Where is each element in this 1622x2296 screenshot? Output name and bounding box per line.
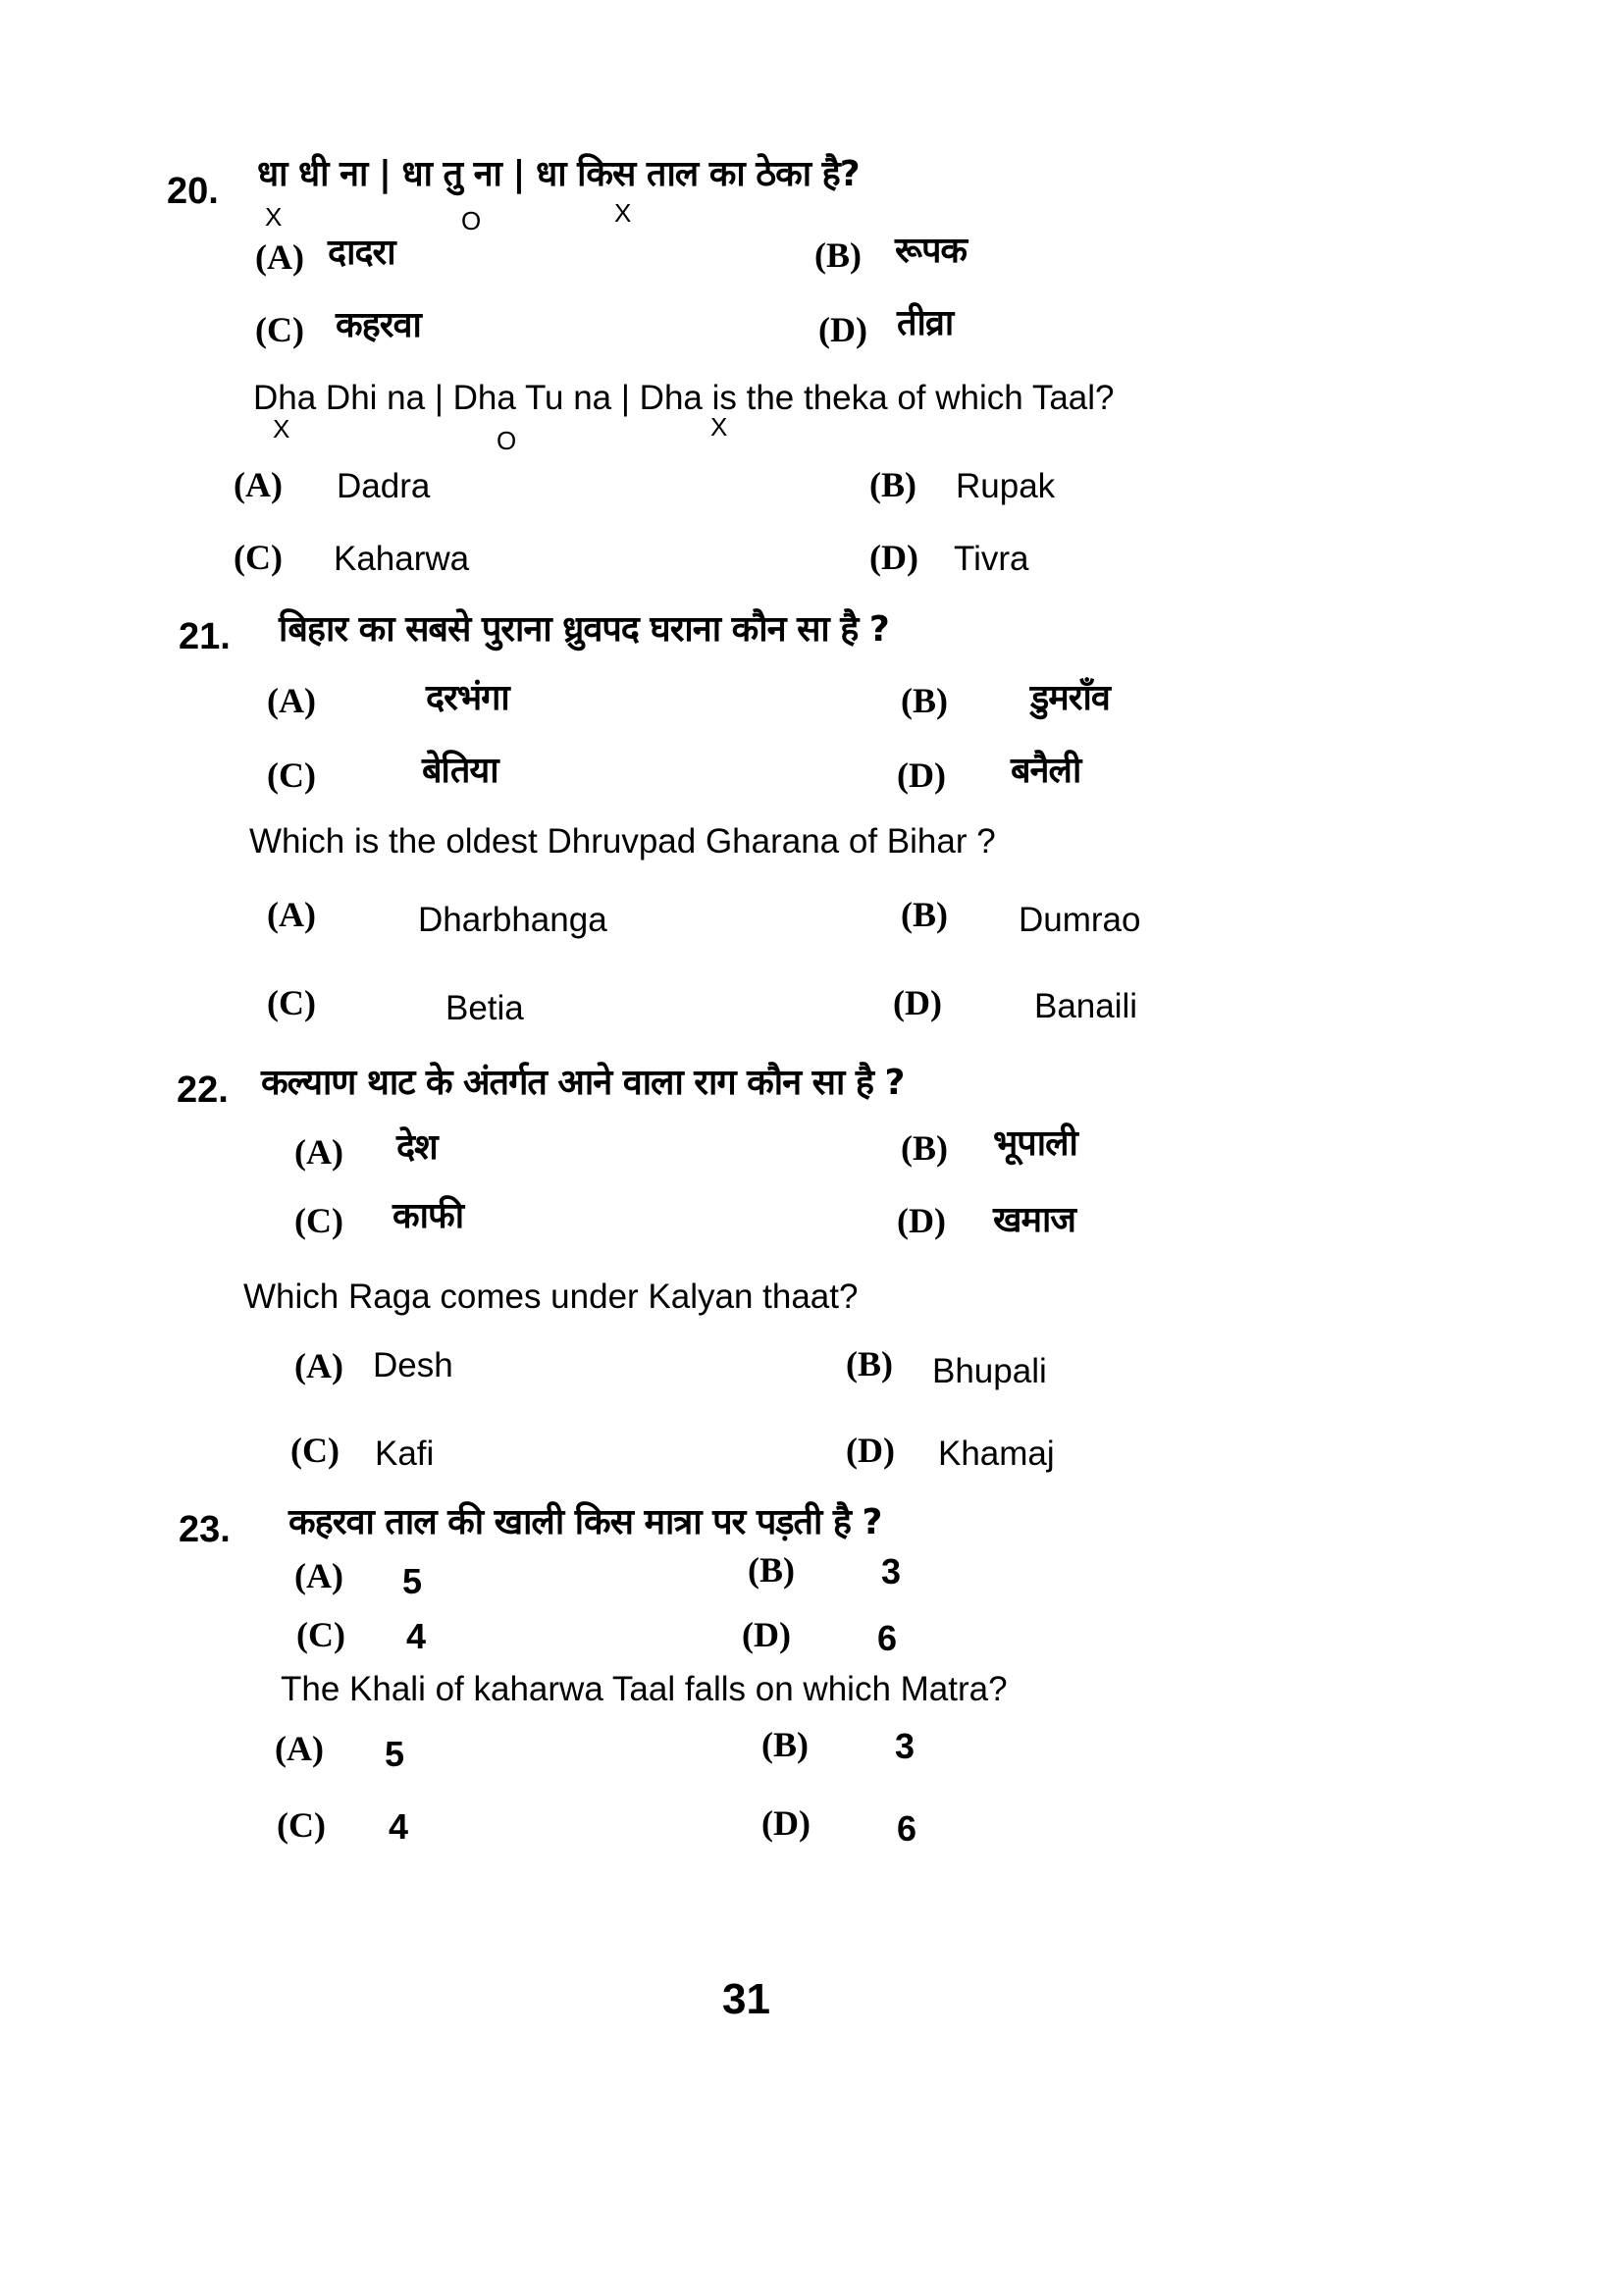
option-label: (B) <box>846 1344 893 1383</box>
option-text: Betia <box>445 989 524 1027</box>
option-text: बनैली <box>1011 751 1081 791</box>
option-text: 3 <box>881 1551 902 1592</box>
option-label: (A) <box>267 681 316 720</box>
option-text: Khamaj <box>938 1435 1055 1473</box>
option-text: खमाज <box>993 1200 1076 1240</box>
option-label: (A) <box>267 895 316 934</box>
option-text: Rupak <box>956 467 1056 505</box>
option-label: (D) <box>761 1803 811 1843</box>
question-number: 21. <box>179 616 231 657</box>
option-text: 4 <box>389 1806 409 1847</box>
option-text: Dadra <box>337 467 431 505</box>
option-text: Dharbhanga <box>418 901 607 939</box>
option-text: Bhupali <box>932 1352 1047 1390</box>
option-label: (C) <box>290 1431 340 1470</box>
option-text: तीव्रा <box>897 303 954 343</box>
question-number: 23. <box>179 1509 231 1550</box>
option-label: (B) <box>748 1550 795 1590</box>
option-label: (B) <box>901 1128 948 1168</box>
taal-mark-sam: X <box>273 414 290 444</box>
option-text: Dumrao <box>1019 901 1141 939</box>
option-text: दादरा <box>328 233 395 273</box>
option-text: रूपक <box>895 231 968 271</box>
option-text: 5 <box>402 1561 423 1601</box>
option-label: (B) <box>814 235 862 275</box>
page-number: 31 <box>722 1975 770 2023</box>
option-text: 5 <box>385 1734 405 1774</box>
taal-mark-khali: O <box>497 426 517 455</box>
option-label: (C) <box>267 756 316 795</box>
option-text: काफी <box>392 1196 464 1236</box>
option-label: (A) <box>294 1132 343 1172</box>
taal-mark-khali: O <box>461 206 482 235</box>
question-text-english: Which is the oldest Dhruvpad Gharana of Bihar ? <box>249 822 996 861</box>
option-label: (B) <box>761 1725 809 1764</box>
option-label: (D) <box>897 1201 946 1240</box>
option-label: (A) <box>294 1346 343 1385</box>
option-label: (A) <box>275 1729 324 1768</box>
option-label: (D) <box>742 1615 791 1654</box>
option-label: (A) <box>255 237 304 277</box>
option-label: (B) <box>901 895 948 934</box>
option-label: (B) <box>901 681 948 720</box>
option-label: (A) <box>234 465 283 504</box>
question-text-hindi: धा धी ना | धा तु ना | धा किस ताल का ठेका है? <box>257 154 860 194</box>
option-label: (D) <box>897 756 946 795</box>
option-label: (D) <box>818 310 867 349</box>
option-text: 6 <box>897 1808 917 1849</box>
option-text: Tivra <box>954 540 1029 578</box>
option-text: भूपाली <box>993 1123 1077 1164</box>
option-text: Desh <box>373 1346 453 1384</box>
question-text-hindi: कहरवा ताल की खाली किस मात्रा पर पड़ती है ? <box>288 1502 882 1542</box>
option-label: (C) <box>277 1805 326 1845</box>
question-text-english: Dha Dhi na | Dha Tu na | Dha is the theka of which Taal? <box>253 379 1115 417</box>
option-label: (D) <box>869 538 918 577</box>
taal-mark-sam: X <box>614 198 632 228</box>
question-text-english: Which Raga comes under Kalyan thaat? <box>243 1278 859 1316</box>
option-label: (C) <box>294 1201 343 1240</box>
option-text: दरभंगा <box>426 678 509 718</box>
question-number: 22. <box>177 1070 229 1111</box>
option-text: Banaili <box>1034 987 1138 1025</box>
taal-mark-sam: X <box>265 202 283 232</box>
question-number: 20. <box>167 171 219 212</box>
option-text: 4 <box>406 1616 427 1656</box>
question-text-hindi: कल्याण थाट के अंतर्गत आने वाला राग कौन सा है ? <box>261 1063 905 1103</box>
option-text: कहरवा <box>336 305 421 345</box>
option-label: (C) <box>296 1615 345 1654</box>
option-label: (D) <box>846 1431 895 1470</box>
option-label: (D) <box>893 983 942 1022</box>
option-label: (A) <box>294 1556 343 1595</box>
taal-mark-sam: X <box>710 412 728 442</box>
option-text: Kafi <box>375 1435 435 1473</box>
option-text: Kaharwa <box>334 540 470 578</box>
question-text-english: The Khali of kaharwa Taal falls on which Matra? <box>281 1670 1008 1708</box>
option-text: डुमराँव <box>1030 678 1110 718</box>
option-label: (C) <box>255 310 304 349</box>
option-label: (C) <box>267 983 316 1022</box>
question-text-hindi: बिहार का सबसे पुराना ध्रुवपद घराना कौन सा है ? <box>279 609 889 650</box>
option-label: (B) <box>869 465 916 504</box>
option-text: देश <box>396 1127 438 1168</box>
option-label: (C) <box>234 538 283 577</box>
option-text: 6 <box>877 1618 898 1658</box>
option-text: बेतिया <box>422 751 498 791</box>
option-text: 3 <box>895 1726 916 1766</box>
